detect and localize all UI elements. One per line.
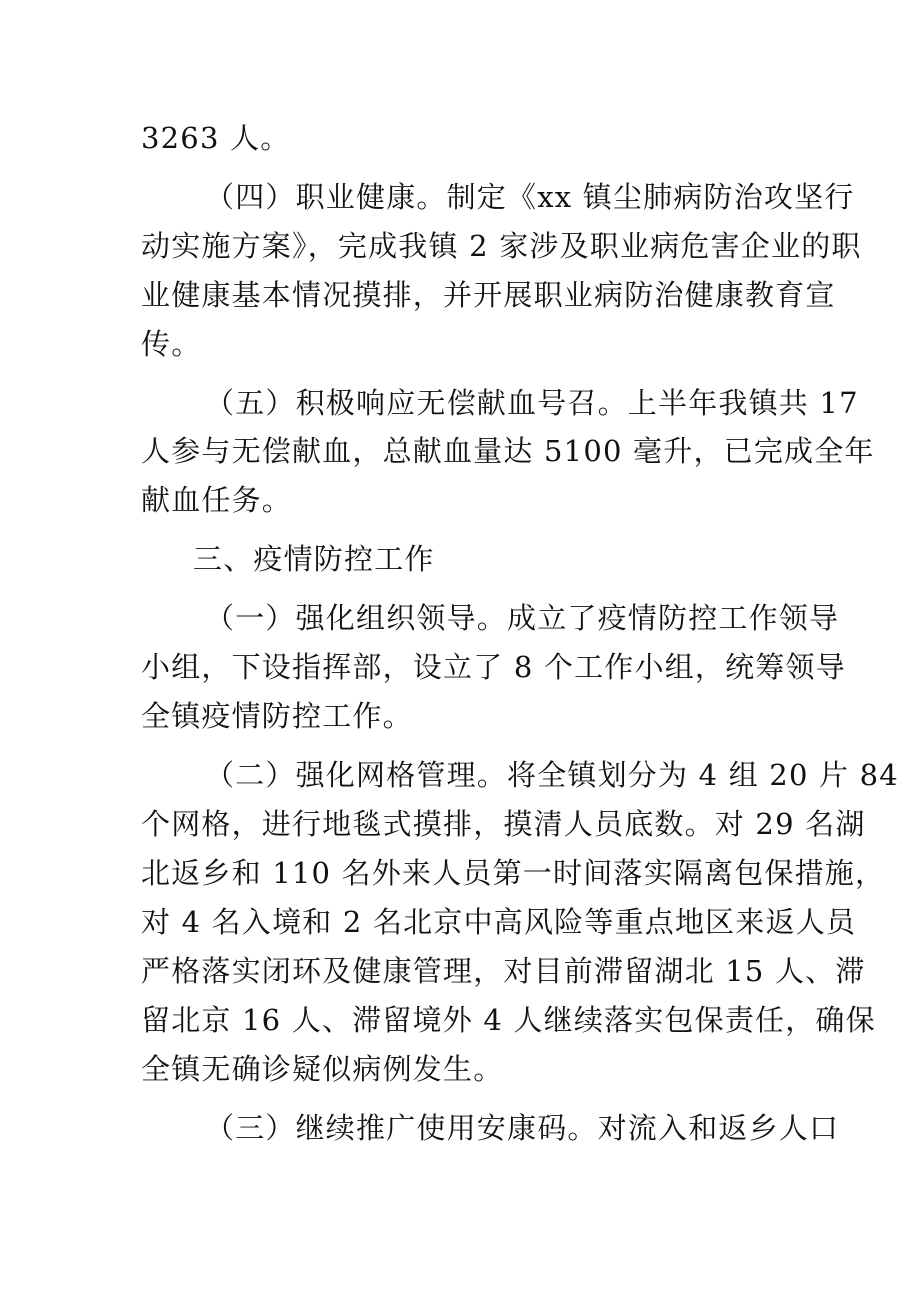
section-heading: 三、疫情防控工作	[193, 542, 435, 576]
text-line-20: （三）继续推广使用安康码。对流入和返乡人口	[205, 1111, 840, 1145]
text-line-3: 动实施方案》，完成我镇 2 家涉及职业病危害企业的职	[141, 229, 862, 263]
text-line-6: （五）积极响应无偿献血号召。上半年我镇共 17	[205, 386, 859, 420]
text-line-5: 传。	[141, 327, 202, 361]
text-line-1: 3263 人。	[141, 121, 291, 155]
text-line-12: 全镇疫情防控工作。	[141, 699, 413, 733]
text-line-8: 献血任务。	[141, 483, 293, 517]
text-line-14: 个网格，进行地毯式摸排，摸清人员底数。对 29 名湖	[141, 807, 866, 841]
text-line-7: 人参与无偿献血，总献血量达 5100 毫升，已完成全年	[141, 434, 875, 468]
text-line-15: 北返乡和 110 名外来人员第一时间落实隔离包保措施，	[141, 856, 886, 890]
text-line-18: 留北京 16 人、滞留境外 4 人继续落实包保责任，确保	[141, 1003, 876, 1037]
text-line-16: 对 4 名入境和 2 名北京中高风险等重点地区来返人员	[141, 905, 857, 939]
text-line-4: 业健康基本情况摸排，并开展职业病防治健康教育宣	[141, 278, 836, 312]
text-line-11: 小组，下设指挥部，设立了 8 个工作小组，统筹领导	[141, 650, 846, 684]
text-line-2: （四）职业健康。制定《xx 镇尘肺病防治攻坚行	[205, 180, 855, 214]
text-line-13: （二）强化网格管理。将全镇划分为 4 组 20 片 84	[205, 758, 899, 792]
text-line-19: 全镇无确诊疑似病例发生。	[141, 1052, 504, 1086]
text-line-10: （一）强化组织领导。成立了疫情防控工作领导	[205, 601, 840, 635]
text-line-17: 严格落实闭环及健康管理，对目前滞留湖北 15 人、滞	[141, 954, 866, 988]
